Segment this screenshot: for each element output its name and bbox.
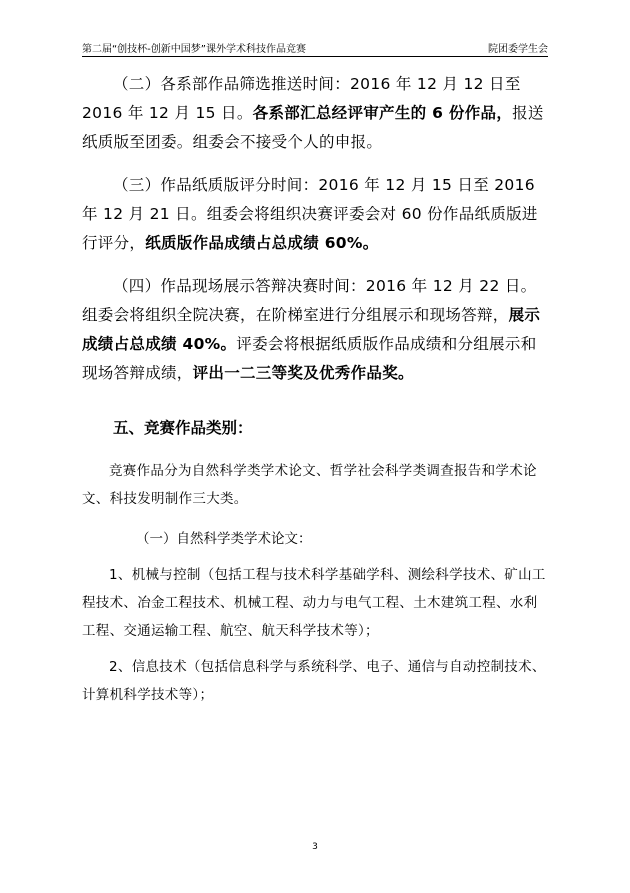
para1-text-c: 报送纸质版至团委。组委会不接受个人的申报。 <box>82 104 544 151</box>
paragraph-submission-time <box>82 70 548 157</box>
header-left-title: 第二届“创技杯-创新中国梦”课外学术科技作品竞赛 <box>82 44 306 55</box>
para3-text-a: （四）作品现场展示答辩决赛时间：2016 年 12 月 22 日。组委会将组织全院决赛，在阶梯室进行分组展示和现场答辩， <box>82 277 537 324</box>
list-item-information-technology: 2、信息技术（包括信息科学与系统科学、电子、通信与自动控制技术、计算机科学技术等）； <box>82 659 546 703</box>
list-item-mechanical-control: 1、机械与控制（包括工程与技术科学基础学科、测绘科学技术、矿山工程技术、冶金工程技术、机械工程、动力与电气工程、土木建筑工程、水利工程、交通运输工程、航空、航天科学技术等）； <box>82 567 546 639</box>
para3-text-c: 评委会将根据纸质版作品成绩和分组展示和现场答辩成绩， <box>82 335 537 382</box>
page-body <box>82 70 548 709</box>
para1-bold: 各系部汇总经评审产生的 6 份作品， <box>252 104 513 122</box>
subheading-natural-science: （一）自然科学类学术论文： <box>136 531 312 547</box>
para3-bold-d: 评出一二三等奖及优秀作品奖。 <box>192 364 414 382</box>
page-header <box>82 36 548 57</box>
header-right-org: 院团委学生会 <box>488 44 548 55</box>
para2-bold: 纸质版作品成绩占总成绩 60%。 <box>145 234 379 252</box>
paragraph-paper-scoring <box>82 171 548 258</box>
section-heading-categories: 五、竞赛作品类别： <box>113 419 253 437</box>
page-number: 3 <box>312 842 318 852</box>
paragraph-categories-intro: 竞赛作品分为自然科学类学术论文、哲学社会科学类调查报告和学术论文、科技发明制作三大类。 <box>82 463 537 507</box>
paragraph-final-defense <box>82 272 548 388</box>
para3-bold-b: 展示成绩占总成绩 40%。 <box>82 306 541 353</box>
para1-text-a: （二）各系部作品筛选推送时间：2016 年 12 月 12 日至 2016 年 12 月 15 日。 <box>82 75 521 122</box>
para2-text-a: （三）作品纸质版评分时间：2016 年 12 月 15 日至 2016 年 12 月 21 日。组委会将组织决赛评委会对 60 份作品纸质版进行评分， <box>82 176 538 252</box>
